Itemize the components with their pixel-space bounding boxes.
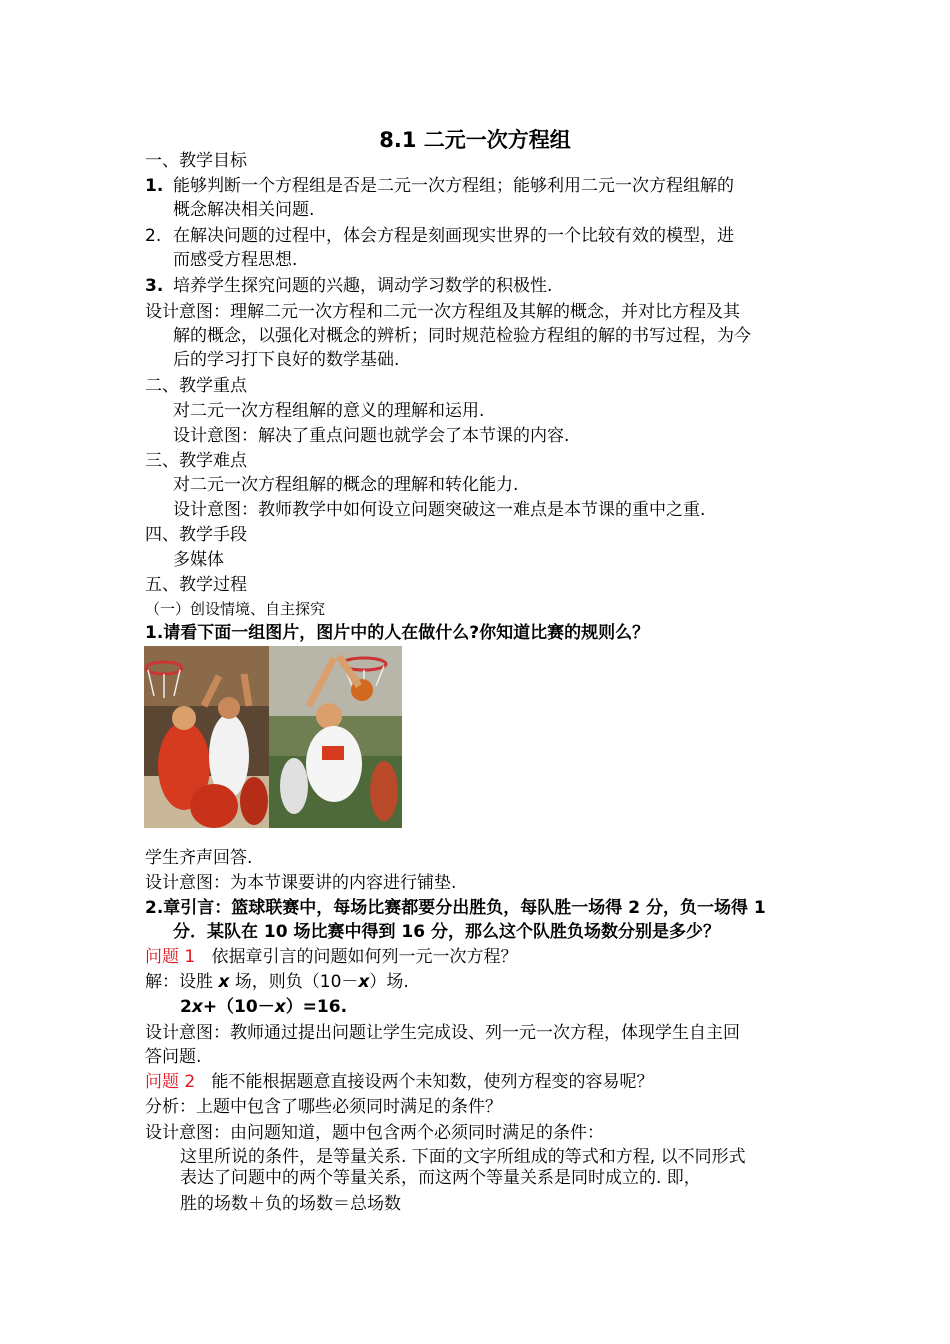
problem-1-label: 问题 1	[145, 947, 196, 967]
solution-text: 解：设胜	[145, 972, 213, 992]
section-heading-objectives: 一、教学目标	[145, 151, 247, 171]
design-intent-3b: 答问题.	[145, 1047, 202, 1067]
paragraph-a: 这里所说的条件，是等量关系. 下面的文字所组成的等式和方程, 以不同形式	[180, 1147, 746, 1167]
equation-line	[180, 995, 347, 1019]
design-intent-1b: 解的概念，以强化对概念的辨析；同时规范检验方程组的解的书写过程，为今	[173, 326, 751, 346]
variable-x: x	[218, 972, 230, 992]
problem-2	[145, 1070, 653, 1094]
section-heading-keypoints: 二、教学重点	[145, 376, 247, 396]
variable-x: x	[191, 997, 203, 1017]
difficulties-body: 对二元一次方程组解的概念的理解和转化能力.	[173, 475, 519, 495]
item-text: 培养学生探究问题的兴趣，调动学习数学的积极性.	[173, 276, 553, 296]
item-number: 2.	[145, 226, 162, 246]
item-number: 3.	[145, 276, 164, 296]
keypoints-body: 对二元一次方程组解的意义的理解和运用.	[173, 401, 485, 421]
analysis-line: 分析：上题中包含了哪些必须同时满足的条件？	[145, 1097, 502, 1117]
solution-text: 场，则负（10－	[234, 972, 359, 992]
objective-item-2-cont: 而感受方程思想.	[173, 250, 298, 270]
objective-item-3	[145, 274, 552, 298]
document-title: 8.1 二元一次方程组	[379, 128, 571, 152]
objective-item-2	[145, 224, 734, 248]
design-intent-3a: 设计意图：教师通过提出问题让学生完成设、列一元一次方程，体现学生自主回	[145, 1023, 740, 1043]
problem-2-label: 问题 2	[145, 1072, 196, 1092]
problem-2-text: 能不能根据题意直接设两个未知数，使列方程变的容易呢？	[211, 1072, 654, 1092]
basketball-photos	[144, 646, 402, 828]
variable-x: x	[274, 997, 286, 1017]
objective-item-1-cont: 概念解决相关问题.	[173, 200, 315, 220]
basketball-photo-illustration	[144, 646, 402, 828]
equation-text: ）=16.	[285, 997, 348, 1017]
relation-line: 胜的场数＋负的场数＝总场数	[180, 1194, 401, 1214]
section-heading-methods: 四、教学手段	[145, 525, 247, 545]
subsection-heading: （一）创设情境、自主探究	[145, 600, 326, 618]
design-intent-4: 设计意图：由问题知道，题中包含两个必须同时满足的条件：	[145, 1123, 604, 1143]
equation-text: 2	[180, 997, 192, 1017]
question-2a: 2.章引言：篮球联赛中，每场比赛都要分出胜负，每队胜一场得 2 分，负一场得 1	[145, 898, 766, 918]
solution-text: ）场.	[369, 972, 409, 992]
problem-1-text: 依据章引言的问题如何列一元一次方程？	[211, 947, 518, 967]
methods-body: 多媒体	[173, 550, 224, 570]
question-2b: 分．某队在 10 场比赛中得到 16 分，那么这个队胜负场数分别是多少？	[173, 922, 720, 942]
equation-text: +（10－	[202, 997, 275, 1017]
keypoints-intent: 设计意图：解决了重点问题也就学会了本节课的内容.	[173, 426, 570, 446]
item-text: 能够判断一个方程组是否是二元一次方程组；能够利用二元一次方程组解的	[173, 176, 734, 196]
item-number: 1.	[145, 176, 164, 196]
problem-1	[145, 945, 517, 969]
question-1: 1.请看下面一组图片，图片中的人在做什么?你知道比赛的规则么？	[145, 623, 650, 643]
design-intent-1c: 后的学习打下良好的数学基础.	[173, 350, 400, 370]
variable-x: x	[358, 972, 370, 992]
student-answer: 学生齐声回答.	[145, 848, 253, 868]
paragraph-b: 表达了问题中的两个等量关系，而这两个等量关系是同时成立的. 即，	[180, 1168, 701, 1188]
section-heading-difficulties: 三、教学难点	[145, 451, 247, 471]
objective-item-1	[145, 174, 734, 198]
difficulties-intent: 设计意图：教师教学中如何设立问题突破这一难点是本节课的重中之重.	[173, 500, 706, 520]
design-intent-1a: 设计意图：理解二元一次方程和二元一次方程组及其解的概念，并对比方程及其	[145, 302, 740, 322]
design-intent-2: 设计意图：为本节课要讲的内容进行铺垫.	[145, 873, 457, 893]
section-heading-process: 五、教学过程	[145, 575, 247, 595]
solution-line	[145, 970, 409, 994]
item-text: 在解决问题的过程中，体会方程是刻画现实世界的一个比较有效的模型，进	[173, 226, 734, 246]
